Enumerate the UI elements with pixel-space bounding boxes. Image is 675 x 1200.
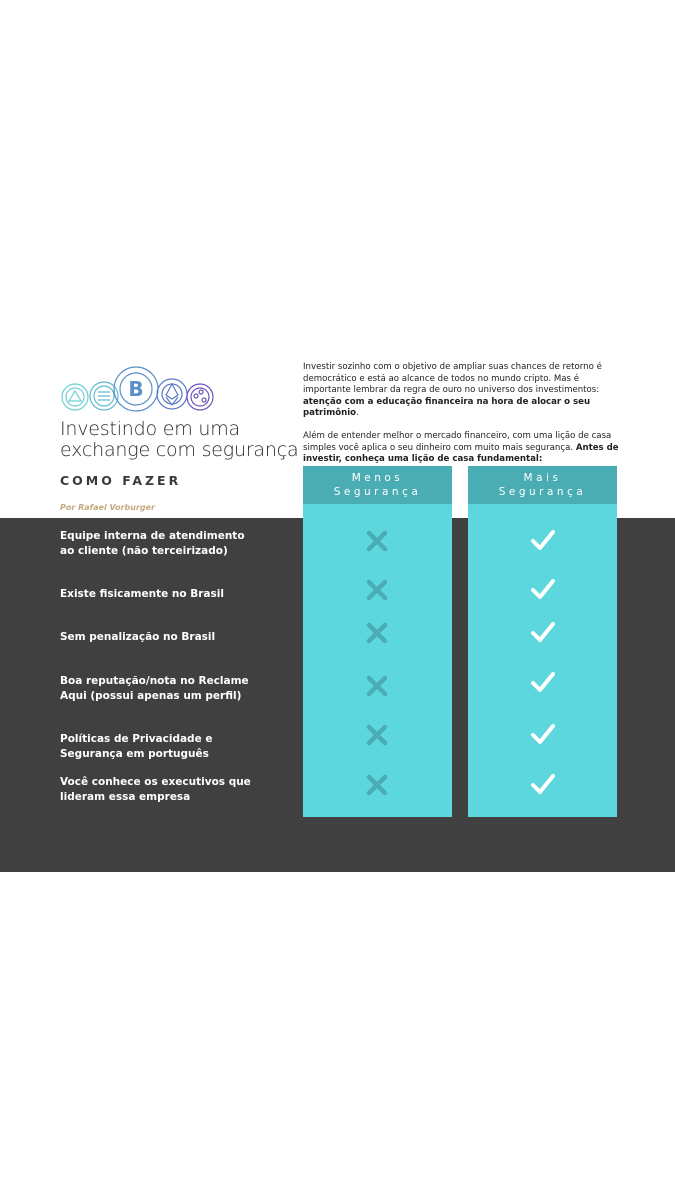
checkmark-icon xyxy=(530,620,556,644)
row-label xyxy=(60,630,290,645)
x-mark-icon xyxy=(365,578,389,602)
checkmark-icon xyxy=(530,528,556,552)
row-label xyxy=(60,587,290,602)
x-mark-icon xyxy=(365,529,389,553)
x-mark-icon xyxy=(365,674,389,698)
row-label xyxy=(60,732,290,761)
intro-text xyxy=(303,362,623,477)
row-label xyxy=(60,529,290,558)
x-mark-icon xyxy=(365,773,389,797)
svg-text:B: B xyxy=(128,377,144,401)
column-header-less xyxy=(303,466,452,504)
column-header-more-line-2: Segurança xyxy=(498,486,587,498)
column-header-more xyxy=(468,466,617,504)
title-line-2: exchange com segurança xyxy=(60,439,299,461)
row-label-line-1: Existe fisicamente no Brasil xyxy=(60,588,224,600)
x-mark-icon xyxy=(365,621,389,645)
intro-paragraph-1 xyxy=(303,362,623,420)
subtitle: COMO FAZER xyxy=(60,473,182,488)
row-label-line-1: Sem penalização no Brasil xyxy=(60,631,216,643)
title-line-1: Investindo em uma xyxy=(60,418,241,440)
intro-p1-bold: atenção com a educação financeira na hora de alocar o seu patrimônio xyxy=(303,396,591,419)
intro-paragraph-2 xyxy=(303,431,623,466)
row-label-line-2: lideram essa empresa xyxy=(60,790,191,803)
crypto-coins-icon xyxy=(60,365,220,415)
checkmark-icon xyxy=(530,670,556,694)
checkmark-icon xyxy=(530,722,556,746)
column-header-less-line-2: Segurança xyxy=(333,486,422,498)
row-label-line-2: Aqui (possui apenas um perfil) xyxy=(60,689,242,702)
intro-p1-text: Investir sozinho com o objetivo de ampliar suas chances de retorno é democrático e está ao alcance de todos no mundo cripto. Mas é importante lembrar da regra de ouro no universo dos investimentos: xyxy=(303,362,602,396)
column-header-less-line-1: Menos xyxy=(351,472,404,484)
x-mark-icon xyxy=(365,723,389,747)
row-label-line-2: Segurança em português xyxy=(60,747,209,760)
checkmark-icon xyxy=(530,772,556,796)
column-header-more-line-1: Mais xyxy=(523,472,562,484)
author-byline: Por Rafael Vorburger xyxy=(60,503,155,512)
intro-p2-bold: Antes de investir, conheça uma lição de casa fundamental: xyxy=(303,442,619,465)
row-label xyxy=(60,674,290,703)
row-label-line-2: ao cliente (não terceirizado) xyxy=(60,544,228,557)
intro-p1-end: . xyxy=(356,408,359,419)
intro-p2-text: Além de entender melhor o mercado financeiro, com uma lição de casa simples você aplica o seu dinheiro com muito mais segurança. xyxy=(303,430,612,453)
row-label-line-1: Equipe interna de atendimento xyxy=(60,530,245,542)
checkmark-icon xyxy=(530,577,556,601)
page-title xyxy=(60,419,300,461)
row-label xyxy=(60,775,290,804)
row-label-line-1: Políticas de Privacidade e xyxy=(60,733,213,745)
row-label-line-1: Boa reputação/nota no Reclame xyxy=(60,675,249,687)
row-label-line-1: Você conhece os executivos que xyxy=(60,776,251,788)
